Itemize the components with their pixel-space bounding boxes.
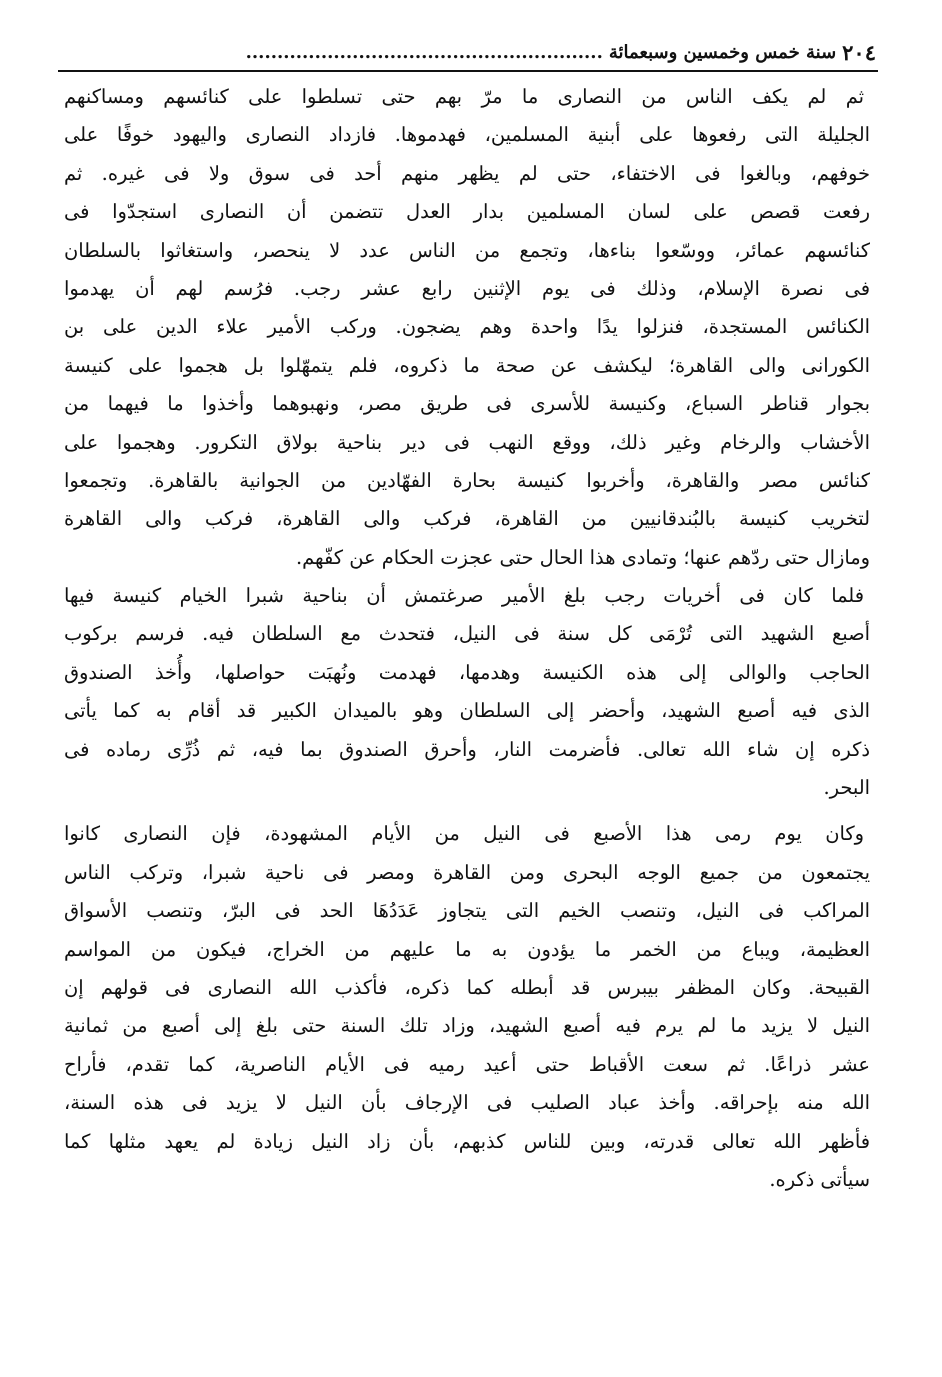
text-line: يجتمعون من جميع الوجه البحرى ومن القاهرة ومصر فى ناحية شبرا، وتركب الناس	[64, 860, 870, 884]
text-line: القبيحة. وكان المظفر بيبرس قد أبطله كما ذكره، فأكذب الله النصارى فى قولهم إن	[64, 975, 870, 999]
text-line: النيل لا يزيد ما لم يرم فيه أصبع الشهيد، وزاد تلك السنة حتى بلغ إلى أصبع من ثمانية	[64, 1014, 870, 1038]
text-line: الله منه بإحراقه. وأخذ عباد الصليب فى الإرجاف بأن النيل لا يزيد فى هذه السنة،	[64, 1091, 870, 1115]
text-line: عشر ذراعًا. ثم سعت الأقباط حتى أعيد رميه فى الأيام الناصرية، كما تقدم، فأراح	[64, 1052, 870, 1076]
running-head-title: سنة خمس وخمسين وسبعمائة	[608, 42, 837, 63]
text-line: خوفهم، وبالغوا فى الاختفاء، حتى لم يظهر منهم أحد فى سوق ولا فى غيره. ثم	[64, 161, 870, 185]
text-line: كنائسهم عمائر، ووسّعوا بناءها، وتجمع من الناس عدد لا ينحصر، واستغاثوا بالسلطان	[64, 238, 870, 262]
paragraph-1	[64, 78, 870, 577]
text-line: لتخريب كنيسة بالبُندقانيين من القاهرة، فركب والى القاهرة، فركب والى القاهرة	[64, 507, 870, 531]
paragraph-3	[64, 815, 870, 1199]
page-header	[60, 34, 876, 68]
text-line: كنائس مصر والقاهرة، وأخربوا كنيسة بحارة الفهّادين من الجوانية بالقاهرة. وتجمعوا	[64, 468, 870, 492]
text-line: فلما كان فى أخريات رجب بلغ الأمير صرغتمش أن بناحية شبرا الخيام كنيسة فيها	[64, 584, 864, 608]
text-line: الكورانى والى القاهرة؛ ليكشف عن صحة ما ذكروه، فلم يتمهّلوا بل هجموا على كنيسة	[64, 353, 870, 377]
text-line: بجوار قناطر السباع، وكنيسة للأسرى فى طريق مصر، ونهبوهما وأخذوا ما فيهما من	[64, 392, 870, 416]
text-line: فى نصرة الإسلام، وذلك فى يوم الإثنين رابع عشر رجب. فرُسم لهم أن يهدموا	[64, 276, 870, 300]
text-line: ومازال حتى ردّهم عنها؛ وتمادى هذا الحال حتى عجزت الحكام عن كفّهم.	[295, 545, 870, 569]
text-line: العظيمة، ويباع من الخمر ما يؤدون به ما عليهم من الخراج، فيكون من المواسم	[64, 937, 870, 961]
body-text	[64, 78, 870, 1199]
text-line: الكنائس المستجدة، فنزلوا يدًا واحدة وهم يضجون. وركب الأمير علاء الدين على بن	[64, 315, 870, 339]
running-head-dots: .........................................................	[245, 42, 603, 63]
text-line: المراكب فى النيل، وتنصب الخيم التى يتجاوز عَدَدُهَا الحد فى البرّ، وتنصب الأسواق	[64, 899, 870, 923]
page-number: ٢٠٤	[842, 40, 876, 65]
text-line: أصبع الشهيد التى تُرْمَى كل سنة فى النيل، فتحدث مع السلطان فيه. فرسم بركوب	[64, 622, 870, 646]
text-line: الأخشاب والرخام وغير ذلك، ووقع النهب فى دير بناحية بولاق التكرور. وهجموا على	[64, 430, 870, 454]
text-line: الذى فيه أصبع الشهيد، وأحضر إلى السلطان وهو بالميدان الكبير قد أقام به كما يأتى	[64, 699, 870, 723]
paragraph-spacer	[64, 807, 870, 815]
text-line: الحاجب والوالى إلى هذه الكنيسة وهدمها، فهدمت ونُهبَت حواصلها، وأُخذ الصندوق	[64, 660, 870, 684]
text-line: فأظهر الله تعالى قدرته، وبين للناس كذبهم، بأن زاد النيل زيادة لم يعهد مثلها كما	[64, 1129, 870, 1153]
text-line: سيأتى ذكره.	[769, 1167, 870, 1191]
text-line: ذكره إن شاء الله تعالى. فأضرمت النار، وأحرق الصندوق بما فيه، ثم ذُرِّى رماده فى	[64, 737, 870, 761]
text-line: رفعت قصص على لسان المسلمين بدار العدل تتضمن أن النصارى استجدّوا فى	[64, 200, 870, 224]
text-line: ثم لم يكف الناس من النصارى ما مرّ بهم حتى تسلطوا على كنائسهم ومساكنهم	[64, 85, 864, 108]
paragraph-2	[64, 577, 870, 807]
text-line: وكان يوم رمى هذا الأصبع فى النيل من الأيام المشهودة، فإن النصارى كانوا	[64, 822, 864, 846]
text-line: البحر.	[823, 776, 870, 800]
text-line: الجليلة التى رفعوها على أبنية المسلمين، فهدموها. فازداد النصارى واليهود خوفًا على	[64, 123, 870, 147]
header-rule	[58, 70, 878, 72]
